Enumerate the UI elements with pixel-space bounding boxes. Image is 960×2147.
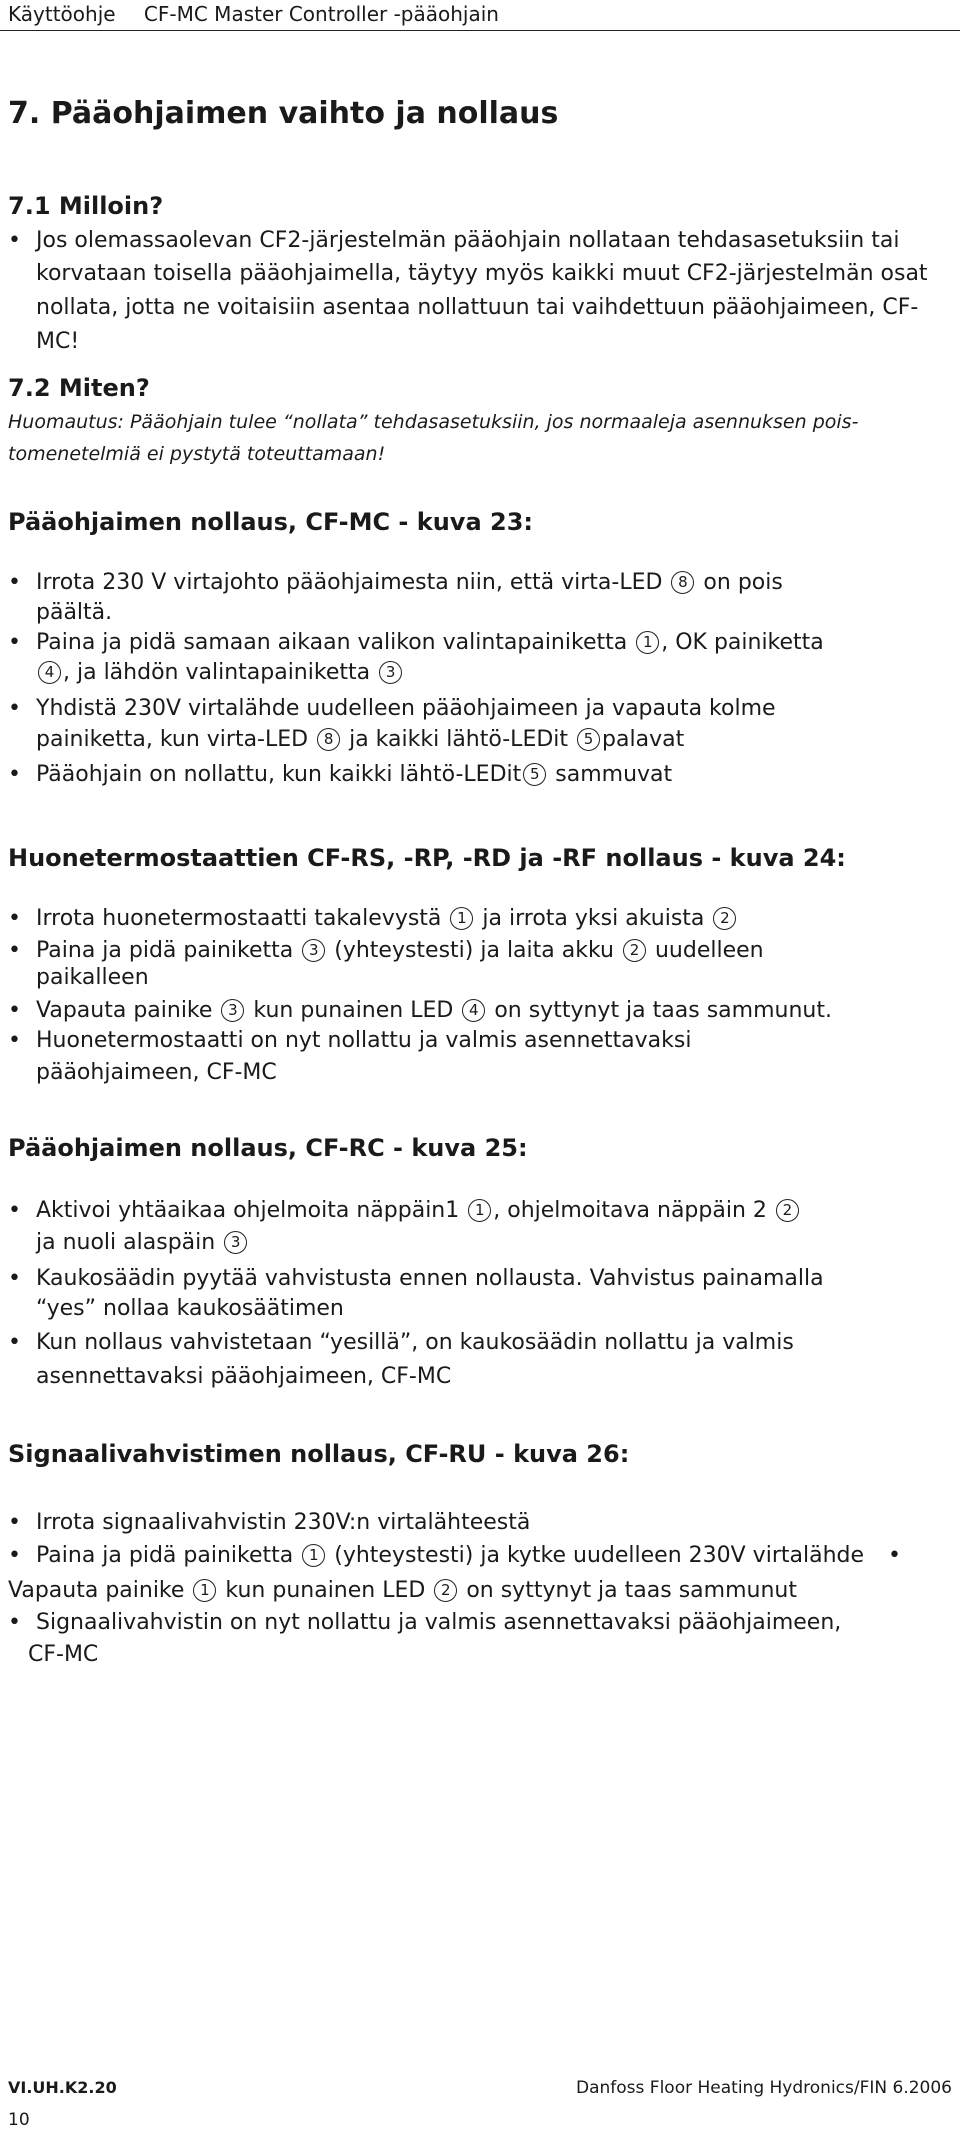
mc-bullet-1-cont: päältä. — [36, 600, 113, 625]
s71-line-2: korvataan toisella pääohjaimella, täytyy myös kaikki muut CF2-järjestelmän osat — [36, 261, 928, 286]
circled-number-icon: 8 — [671, 571, 694, 594]
circled-number-icon: 4 — [462, 999, 485, 1022]
bullet-icon: • — [8, 630, 21, 655]
bullet-icon: • — [8, 1543, 21, 1568]
section-cf-rs-title: Huonetermostaattien CF-RS, -RP, -RD ja -RF nollaus - kuva 24: — [8, 844, 846, 872]
page-number: 10 — [8, 2110, 30, 2130]
circled-number-icon: 3 — [221, 999, 244, 1022]
bullet-icon: • — [8, 570, 21, 595]
circled-number-icon: 1 — [193, 1579, 216, 1602]
bullet-icon: • — [8, 1610, 21, 1635]
s71-bullet — [8, 226, 899, 256]
bullet-icon: • — [8, 696, 21, 721]
bullet-icon: • — [8, 938, 21, 963]
footer-company: Danfoss Floor Heating Hydronics/FIN 6.2006 — [576, 2078, 952, 2098]
circled-number-icon: 3 — [379, 661, 402, 684]
circled-number-icon: 1 — [302, 1544, 325, 1567]
bullet-icon: • — [8, 1198, 21, 1223]
bullet-icon: • — [8, 1510, 21, 1535]
circled-number-icon: 1 — [636, 631, 659, 654]
s72-note-line-1: Huomautus: Pääohjain tulee “nollata” tehdasasetuksiin, jos normaaleja asennuksen pois- — [8, 411, 859, 433]
circled-number-icon: 5 — [523, 763, 546, 786]
bullet-icon: • — [8, 1266, 21, 1291]
ru-trailing-bullet: • — [888, 1543, 901, 1568]
bullet-icon: • — [8, 1028, 21, 1053]
mc-bullet-4: • Pääohjain on nollattu, kun kaikki lähtö-LEDit 5 sammuvat — [8, 760, 672, 790]
running-header — [8, 2, 521, 26]
rc-bullet-2: • Kaukosäädin pyytää vahvistusta ennen nollausta. Vahvistus painamalla — [8, 1264, 824, 1294]
rs-bullet-1: • Irrota huonetermostaatti takalevystä 1 ja irrota yksi akuista 2 — [8, 904, 738, 934]
circled-number-icon: 5 — [577, 728, 600, 751]
section-cf-mc-title: Pääohjaimen nollaus, CF-MC - kuva 23: — [8, 508, 533, 536]
ru-bullet-4-cont: CF-MC — [28, 1642, 99, 1667]
rs-bullet-2-cont: paikalleen — [36, 965, 149, 990]
section-7-1-heading: 7.1 Milloin? — [8, 192, 164, 220]
header-title: CF-MC Master Controller -pääohjain — [143, 2, 499, 26]
footer-doc-code: VI.UH.K2.20 — [8, 2078, 117, 2097]
rs-bullet-4-cont: pääohjaimeen, CF-MC — [36, 1060, 277, 1085]
bullet-icon: • — [8, 762, 21, 787]
s71-line-1: Jos olemassaolevan CF2-järjestelmän pääohjain nollataan tehdasasetuksiin tai — [36, 228, 900, 253]
circled-number-icon: 2 — [776, 1199, 799, 1222]
header-rule — [0, 30, 960, 31]
bullet-icon: • — [8, 998, 21, 1023]
rs-bullet-4: • Huonetermostaatti on nyt nollattu ja valmis asennettavaksi — [8, 1026, 691, 1056]
rc-bullet-1-cont: ja nuoli alaspäin 3 — [36, 1230, 249, 1255]
bullet-icon: • — [8, 228, 21, 253]
rs-bullet-2: • Paina ja pidä painiketta 3 (yhteystesti) ja laita akku 2 uudelleen — [8, 936, 764, 966]
circled-number-icon: 2 — [623, 939, 646, 962]
circled-number-icon: 1 — [468, 1199, 491, 1222]
section-cf-ru-title: Signaalivahvistimen nollaus, CF-RU - kuva 26: — [8, 1440, 630, 1468]
mc-bullet-2: • Paina ja pidä samaan aikaan valikon valintapainiketta 1 , OK painiketta — [8, 628, 824, 658]
circled-number-icon: 3 — [302, 939, 325, 962]
bullet-icon: • — [8, 1330, 21, 1355]
circled-number-icon: 4 — [38, 661, 61, 684]
chapter-title: 7. Pääohjaimen vaihto ja nollaus — [8, 96, 559, 131]
circled-number-icon: 1 — [450, 907, 473, 930]
rc-bullet-3: • Kun nollaus vahvistetaan “yesillä”, on kaukosäädin nollattu ja valmis — [8, 1328, 794, 1358]
ru-line-3: Vapauta painike 1 kun punainen LED 2 on syttynyt ja taas sammunut — [8, 1578, 797, 1603]
circled-number-icon: 2 — [713, 907, 736, 930]
s71-line-4: MC! — [36, 329, 80, 354]
circled-number-icon: 3 — [224, 1231, 247, 1254]
mc-bullet-1: • Irrota 230 V virtajohto pääohjaimesta niin, että virta-LED 8 on pois — [8, 568, 783, 598]
s71-line-3: nollata, jotta ne voitaisiin asentaa nollattuun tai vaihdettuun pääohjaimeen, CF- — [36, 295, 919, 320]
section-7-2-heading: 7.2 Miten? — [8, 374, 150, 402]
rc-bullet-2-cont: “yes” nollaa kaukosäätimen — [36, 1296, 344, 1321]
rc-bullet-1: • Aktivoi yhtäaikaa ohjelmoita näppäin1 1 , ohjelmoitava näppäin 2 2 — [8, 1196, 801, 1226]
mc-bullet-3: • Yhdistä 230V virtalähde uudelleen pääohjaimeen ja vapauta kolme — [8, 694, 776, 724]
ru-bullet-2: • Paina ja pidä painiketta 1 (yhteystesti) ja kytke uudelleen 230V virtalähde — [8, 1541, 864, 1571]
rs-bullet-3: • Vapauta painike 3 kun punainen LED 4 on syttynyt ja taas sammunut. — [8, 996, 832, 1026]
rc-bullet-3-cont: asennettavaksi pääohjaimeen, CF-MC — [36, 1364, 452, 1389]
mc-bullet-2-cont: 4 , ja lähdön valintapainiketta 3 — [36, 660, 404, 685]
s72-note-line-2: tomenetelmiä ei pystytä toteuttamaan! — [8, 443, 386, 465]
header-doc-type: Käyttöohje — [8, 2, 116, 26]
mc-bullet-3-cont: painiketta, kun virta-LED 8 ja kaikki lähtö-LEDit 5 palavat — [36, 727, 685, 752]
ru-bullet-4: • Signaalivahvistin on nyt nollattu ja valmis asennettavaksi pääohjaimeen, — [8, 1608, 841, 1638]
circled-number-icon: 8 — [317, 728, 340, 751]
section-cf-rc-title: Pääohjaimen nollaus, CF-RC - kuva 25: — [8, 1134, 528, 1162]
bullet-icon: • — [8, 906, 21, 931]
ru-bullet-1: • Irrota signaalivahvistin 230V:n virtalähteestä — [8, 1508, 530, 1538]
circled-number-icon: 2 — [434, 1579, 457, 1602]
